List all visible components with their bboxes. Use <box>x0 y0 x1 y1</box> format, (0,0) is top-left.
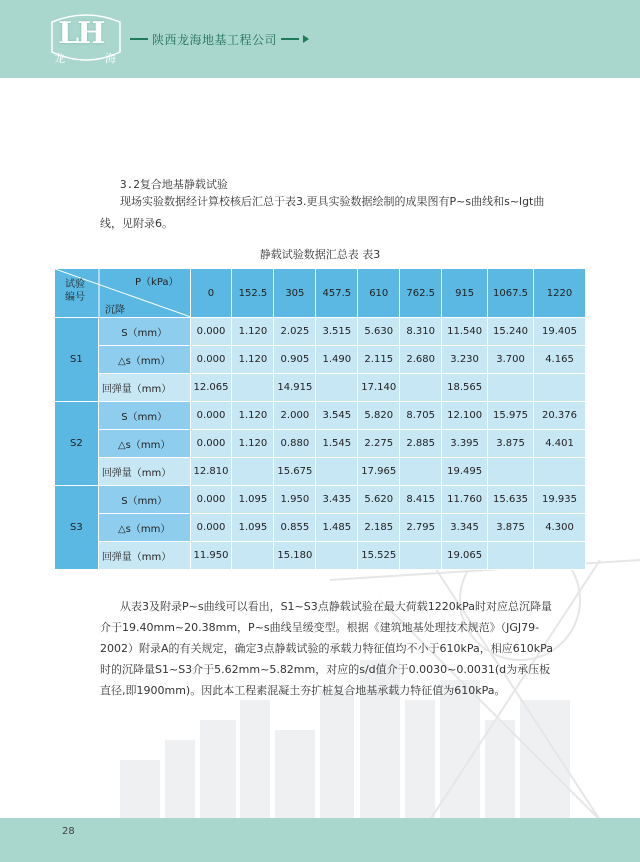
value-cell: 2.115 <box>358 346 400 374</box>
table-title: 静载试验数据汇总表 表3 <box>259 248 381 261</box>
company-banner <box>126 30 309 48</box>
load-header: 915 <box>442 269 488 318</box>
value-cell: 3.395 <box>442 430 488 458</box>
value-cell: 15.975 <box>488 402 534 430</box>
value-cell: 2.025 <box>274 318 316 346</box>
value-cell: 0.000 <box>190 402 232 430</box>
value-cell: 11.760 <box>442 486 488 514</box>
table-row <box>55 430 586 458</box>
table-row <box>55 318 586 346</box>
value-cell <box>232 374 274 402</box>
value-cell: 8.310 <box>400 318 442 346</box>
value-cell <box>488 542 534 570</box>
value-cell: 3.345 <box>442 514 488 542</box>
load-header: 762.5 <box>400 269 442 318</box>
value-cell <box>534 458 586 486</box>
value-cell: 5.820 <box>358 402 400 430</box>
value-cell <box>534 542 586 570</box>
value-cell: 15.525 <box>358 542 400 570</box>
corner-sample-label <box>65 278 85 304</box>
table-header-row <box>55 269 586 318</box>
value-cell: 17.140 <box>358 374 400 402</box>
value-cell: 3.875 <box>488 514 534 542</box>
value-cell: 14.915 <box>274 374 316 402</box>
value-cell: 15.675 <box>274 458 316 486</box>
value-cell <box>488 458 534 486</box>
value-cell: 1.120 <box>232 346 274 374</box>
page-footer <box>0 818 640 862</box>
load-header: 0 <box>190 269 232 318</box>
table-row <box>55 458 586 486</box>
value-cell: 18.565 <box>442 374 488 402</box>
right-dash <box>281 38 299 40</box>
logo-subtitle <box>54 50 116 66</box>
value-cell: 0.000 <box>190 346 232 374</box>
value-cell: 3.545 <box>316 402 358 430</box>
table-row <box>55 542 586 570</box>
left-dash <box>130 38 148 40</box>
value-cell: 1.095 <box>232 486 274 514</box>
value-cell: 2.680 <box>400 346 442 374</box>
table-row <box>55 402 586 430</box>
table-row <box>55 374 586 402</box>
value-cell: 0.000 <box>190 486 232 514</box>
row-label-cell: S（mm） <box>98 486 190 514</box>
value-cell: 1.485 <box>316 514 358 542</box>
sample-id-cell: S2 <box>55 402 99 486</box>
value-cell: 19.495 <box>442 458 488 486</box>
arrow-right-icon <box>303 35 309 43</box>
value-cell: 2.795 <box>400 514 442 542</box>
value-cell: 12.100 <box>442 402 488 430</box>
value-cell: 3.230 <box>442 346 488 374</box>
page-header <box>0 0 640 78</box>
value-cell: 1.095 <box>232 514 274 542</box>
value-cell: 1.950 <box>274 486 316 514</box>
value-cell: 0.905 <box>274 346 316 374</box>
logo-char-2: 海 <box>105 52 116 65</box>
value-cell: 0.000 <box>190 318 232 346</box>
logo-char-1: 龙 <box>54 52 65 65</box>
value-cell: 0.880 <box>274 430 316 458</box>
intro-paragraph: 现场实验数据经计算校核后汇总于表3.更具实验数据绘制的成果图有P~s曲线和s~lgt曲线，见附录6。 <box>100 195 545 230</box>
value-cell: 19.405 <box>534 318 586 346</box>
value-cell: 8.705 <box>400 402 442 430</box>
logo-letters: LH <box>58 16 104 51</box>
analysis-paragraph: 从表3及附录P~s曲线可以看出，S1~S3点静载试验在最大荷载1220kPa时对应总沉降量介于19.40mm~20.38mm，P~s曲线呈缓变型。根据《建筑地基处理技术规范》（JGJ79-2002）附录A的有关规定，确定3点静载试验的承载力特征值均不小于610kPa，相应610kPa时的沉降量S1~S3介于5.62mm~5.82mm，对应的s/d值介于0.0030~0.0031(d为承压板直径,即1900mm)。因此本工程素混凝土夯扩桩复合地基承载力特征值为610kPa。 <box>100 600 554 697</box>
value-cell <box>488 374 534 402</box>
value-cell: 1.120 <box>232 430 274 458</box>
value-cell: 19.065 <box>442 542 488 570</box>
value-cell: 1.490 <box>316 346 358 374</box>
value-cell: 4.165 <box>534 346 586 374</box>
value-cell: 11.950 <box>190 542 232 570</box>
value-cell <box>400 458 442 486</box>
value-cell: 2.275 <box>358 430 400 458</box>
company-logo <box>48 12 124 68</box>
value-cell: 11.540 <box>442 318 488 346</box>
value-cell: 1.120 <box>232 318 274 346</box>
table-corner-cell <box>55 269 191 318</box>
row-label-cell: △s（mm） <box>98 346 190 374</box>
row-label-cell: 回弹量（mm） <box>98 374 190 402</box>
value-cell: 3.700 <box>488 346 534 374</box>
value-cell: 1.545 <box>316 430 358 458</box>
value-cell: 5.630 <box>358 318 400 346</box>
value-cell: 4.401 <box>534 430 586 458</box>
value-cell: 0.855 <box>274 514 316 542</box>
corner-settle-label: 沉降 <box>105 305 125 316</box>
load-header: 610 <box>358 269 400 318</box>
corner-sample-line1: 试验 <box>65 279 85 290</box>
value-cell: 3.875 <box>488 430 534 458</box>
row-label-cell: △s（mm） <box>98 430 190 458</box>
value-cell: 1.120 <box>232 402 274 430</box>
row-label-cell: S（mm） <box>98 402 190 430</box>
value-cell <box>316 374 358 402</box>
value-cell: 3.435 <box>316 486 358 514</box>
value-cell: 2.885 <box>400 430 442 458</box>
value-cell: 20.376 <box>534 402 586 430</box>
value-cell <box>400 542 442 570</box>
value-cell <box>316 458 358 486</box>
load-test-table <box>54 268 586 570</box>
value-cell <box>316 542 358 570</box>
value-cell <box>400 374 442 402</box>
load-header: 1067.5 <box>488 269 534 318</box>
value-cell: 4.300 <box>534 514 586 542</box>
value-cell: 2.185 <box>358 514 400 542</box>
sample-id-cell: S1 <box>55 318 99 402</box>
value-cell: 5.620 <box>358 486 400 514</box>
value-cell: 17.965 <box>358 458 400 486</box>
corner-sample-line2: 编号 <box>65 292 85 303</box>
value-cell: 12.065 <box>190 374 232 402</box>
value-cell: 8.415 <box>400 486 442 514</box>
value-cell <box>534 374 586 402</box>
value-cell: 2.000 <box>274 402 316 430</box>
row-label-cell: 回弹量（mm） <box>98 542 190 570</box>
value-cell: 15.240 <box>488 318 534 346</box>
table-row <box>55 486 586 514</box>
value-cell <box>232 542 274 570</box>
row-label-cell: S（mm） <box>98 318 190 346</box>
table-row <box>55 514 586 542</box>
value-cell: 0.000 <box>190 430 232 458</box>
load-header: 152.5 <box>232 269 274 318</box>
value-cell: 12.810 <box>190 458 232 486</box>
sample-id-cell: S3 <box>55 486 99 570</box>
value-cell: 3.515 <box>316 318 358 346</box>
load-header: 305 <box>274 269 316 318</box>
row-label-cell: 回弹量（mm） <box>98 458 190 486</box>
value-cell: 0.000 <box>190 514 232 542</box>
load-header: 457.5 <box>316 269 358 318</box>
table-row <box>55 346 586 374</box>
value-cell <box>232 458 274 486</box>
page-number: 28 <box>62 826 75 837</box>
section-heading: 3.2复合地基静载试验 <box>120 178 228 191</box>
corner-load-label: P（kPa） <box>135 277 179 288</box>
row-label-cell: △s（mm） <box>98 514 190 542</box>
value-cell: 15.180 <box>274 542 316 570</box>
load-header: 1220 <box>534 269 586 318</box>
value-cell: 19.935 <box>534 486 586 514</box>
value-cell: 15.635 <box>488 486 534 514</box>
company-name: 陕西龙海地基工程公司 <box>152 32 278 47</box>
